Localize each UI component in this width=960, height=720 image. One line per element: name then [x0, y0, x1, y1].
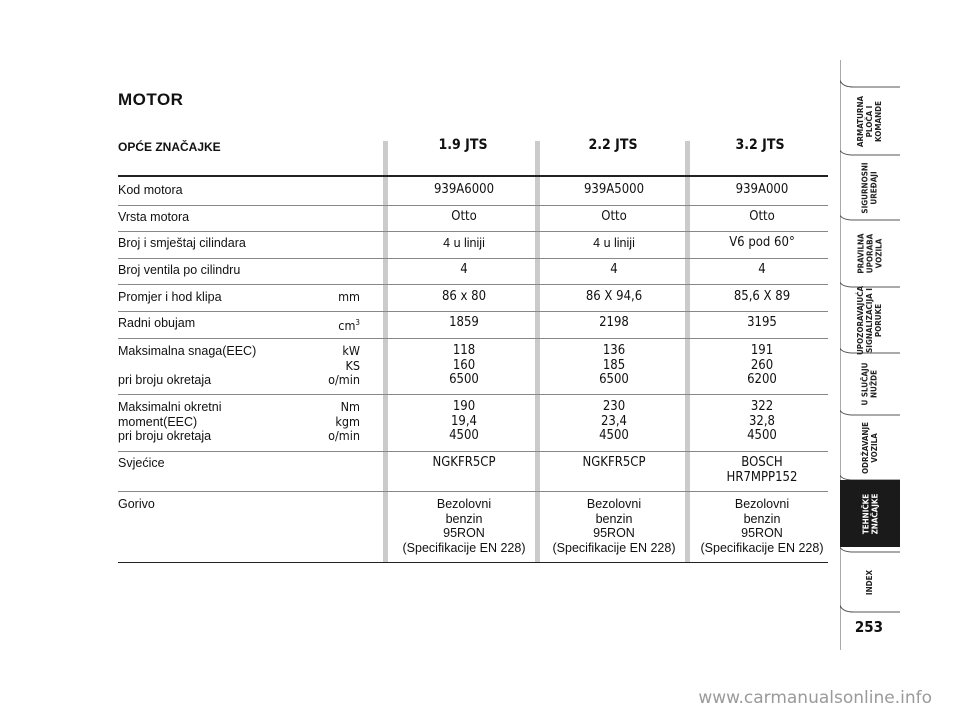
table-cell: 4	[758, 262, 766, 277]
column-header-3-2-jts: 3.2 JTS	[735, 137, 785, 153]
table-cell: 4	[460, 262, 468, 277]
tab-label: TEHNIČKE ZNAČAJKE	[861, 493, 879, 534]
tab-armaturna-ploca[interactable]	[840, 87, 900, 155]
row-divider	[118, 284, 828, 285]
row-divider	[118, 205, 828, 206]
table-cell: 86 X 94,6	[585, 289, 643, 304]
row-unit	[280, 400, 360, 444]
chapter-tab-index	[840, 60, 900, 650]
table-cell: 190 19,4 4500	[449, 399, 479, 443]
tab-label: SIGURNOSNI UREĐAJI	[861, 161, 879, 214]
tab-upozoravajuca-signalizacija[interactable]	[840, 287, 900, 353]
page-number: 253	[854, 618, 884, 636]
section-title: MOTOR	[118, 90, 184, 109]
tab-tehnicke-znacajke[interactable]	[840, 480, 900, 547]
watermark: www.carmanualsonline.info	[698, 688, 932, 708]
row-label: Vrsta motora	[118, 210, 190, 224]
table-cell: Bezolovni benzin 95RON (Specifikacije EN 228)	[700, 497, 824, 555]
table-cell: 939A5000	[583, 182, 645, 197]
tab-index[interactable]	[840, 552, 900, 612]
row-label: Broj i smještaj cilindara	[118, 236, 246, 250]
table-cell: 85,6 X 89	[733, 289, 791, 304]
table-cell: Otto	[749, 209, 775, 224]
table-cell: NGKFR5CP	[582, 455, 646, 470]
table-cell: V6 pod 60°	[729, 235, 795, 250]
table-cell: 136 185 6500	[599, 343, 629, 387]
row-label: Radni obujam	[118, 316, 196, 330]
table-header-label: OPĆE ZNAČAJKE	[118, 140, 221, 154]
table-cell: Otto	[451, 209, 477, 224]
tab-label: UPOZORAVAJUĆA SIGNALIZACIJA I PORUKE	[856, 285, 884, 355]
table-cell: 2198	[599, 315, 629, 330]
table-cell: 118 160 6500	[449, 343, 479, 387]
table-cell: Bezolovni benzin 95RON (Specifikacije EN 228)	[552, 497, 676, 555]
table-cell: Otto	[601, 209, 627, 224]
row-divider	[118, 394, 828, 395]
row-label: Promjer i hod klipa	[118, 290, 222, 304]
tab-label: ARMATURNA PLOČA I KOMANDE	[856, 95, 884, 147]
column-header-1-9-jts: 1.9 JTS	[438, 137, 488, 153]
row-unit-text: kW KS o/min	[328, 343, 360, 387]
row-label: Gorivo	[118, 497, 155, 511]
row-label: Maksimalni okretni moment(EEC) pri broju okretaja	[118, 400, 222, 443]
row-label: Svjećice	[118, 456, 165, 470]
row-label: Broj ventila po cilindru	[118, 263, 241, 277]
row-label: Maksimalna snaga(EEC) pri broju okretaja	[118, 344, 257, 387]
table-cell: 939A000	[735, 182, 789, 197]
row-divider	[118, 451, 828, 452]
table-cell: 3195	[747, 315, 777, 330]
row-unit-superscript: 3	[355, 318, 360, 327]
tab-odrzavanje-vozila[interactable]	[840, 415, 900, 480]
tab-label: U SLUČAJU NUŽDE	[860, 362, 879, 406]
table-cell: 191 260 6200	[747, 343, 777, 387]
column-header-2-2-jts: 2.2 JTS	[588, 137, 638, 153]
header-divider	[118, 175, 828, 177]
row-label: Kod motora	[118, 183, 183, 197]
table-cell: 4 u liniji	[593, 236, 635, 250]
table-cell: 230 23,4 4500	[599, 399, 629, 443]
table-cell: 1859	[449, 315, 479, 330]
row-divider	[118, 231, 828, 232]
tab-label: ODRŽAVANJE VOZILA	[860, 421, 879, 474]
row-divider	[118, 562, 828, 563]
table-cell: BOSCH HR7MPP152	[726, 455, 798, 485]
tab-u-slucaju-nuzde[interactable]	[840, 353, 900, 415]
table-cell: Bezolovni benzin 95RON (Specifikacije EN 228)	[402, 497, 526, 555]
tab-pravilna-uporaba[interactable]	[840, 220, 900, 287]
tab-label: PRAVILNA UPORABA VOZILA	[856, 233, 884, 274]
table-cell: 4	[610, 262, 618, 277]
row-unit	[280, 290, 360, 305]
row-divider	[118, 311, 828, 312]
row-unit-text: cm	[338, 318, 356, 334]
tab-sigurnosni-uredaji[interactable]	[840, 155, 900, 220]
tab-label: INDEX	[865, 569, 875, 595]
row-unit	[280, 316, 360, 334]
table-cell: 322 32,8 4500	[747, 399, 777, 443]
row-divider	[118, 338, 828, 339]
row-divider	[118, 491, 828, 492]
row-unit-text: Nm kgm o/min	[328, 399, 360, 443]
row-unit-text: mm	[338, 289, 360, 304]
row-unit	[280, 344, 360, 388]
row-divider	[118, 258, 828, 259]
table-cell: 939A6000	[433, 182, 495, 197]
table-cell: 4 u liniji	[443, 236, 485, 250]
table-cell: 86 x 80	[441, 289, 487, 304]
table-cell: NGKFR5CP	[432, 455, 496, 470]
